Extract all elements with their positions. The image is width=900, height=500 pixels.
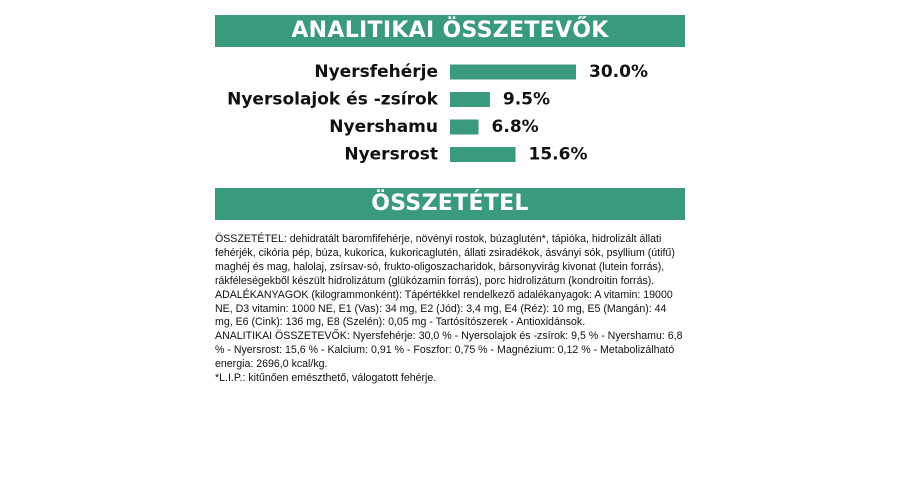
value-label-nyersrost: 15.6% <box>528 144 588 165</box>
lip-footnote: *L.I.P.: kitűnően emészthető, válogatott fehérje. <box>215 372 437 385</box>
analytical-constituents-paragraph: ANALITIKAI ÖSSZETEVŐK: Nyersfehérje: 30,0 % - Nyersolajok és -zsírok: 9,5 % - Nyershamu: 6,8 % - Nyersrost: 15,6 % - Kalcium: 0,91 % - Foszfor: 0,75 % - Magnézium: 0,12 % - Metabolizálható energia: 2696,0 kcal/kg. <box>215 330 683 371</box>
ingredients-paragraph: ÖSSZETÉTEL: dehidratált baromfifehérje, növényi rostok, búzaglutén*, tápióka, hidrolizált állati fehérjék, cikória pép, búza, kukorica, kukoricaglutén, állati zsiradékok, ásványi sók, psyllium (útifű) maghéj és mag, halolaj, zsírsav-só, frukto-oligoszacharidok, bársonyvirág kivonat (lutein forrás), rákféleségekből készült hidrolizátum (glükózamin forrás), porc hidrolizátum (kondroitin forrás). <box>215 233 675 287</box>
additives-paragraph: ADALÉKANYAGOK (kilogrammonként): Tápértékkel rendelkező adalékanyagok: A vitamin: 19000 NE, D3 vitamin: 1000 NE, E1 (Vas): 34 mg, E2 (Jód): 3,4 mg, E4 (Réz): 10 mg, E5 (Mangán): 44 mg, E6 (Cink): 136 mg, E8 (Szelén): 0,05 mg - Tartósítószerek - Antioxidánsok. <box>215 288 673 329</box>
category-label-nyershamu: Nyershamu <box>329 117 438 137</box>
bar-nyersfeherje <box>450 65 576 80</box>
composition-section-title: ÖSSZETÉTEL <box>215 188 685 220</box>
bar-nyershamu <box>450 120 479 135</box>
value-label-nyersfeherje: 30.0% <box>589 62 648 82</box>
bar-nyersolajok-es-zsirok <box>450 92 490 107</box>
value-label-nyershamu: 6.8% <box>491 117 539 137</box>
category-label-nyersolajok-es-zsirok: Nyersolajok és -zsírok <box>227 89 438 110</box>
category-label-nyersfeherje: Nyersfehérje <box>314 62 438 82</box>
category-label-nyersrost: Nyersrost <box>344 144 438 165</box>
composition-text-block <box>215 233 685 386</box>
analytics-section-title: ANALITIKAI ÖSSZETEVŐK <box>215 15 685 47</box>
value-label-nyersolajok-es-zsirok: 9.5% <box>502 89 551 110</box>
bar-nyersrost <box>450 147 516 162</box>
nutrient-bar-chart <box>0 55 900 180</box>
